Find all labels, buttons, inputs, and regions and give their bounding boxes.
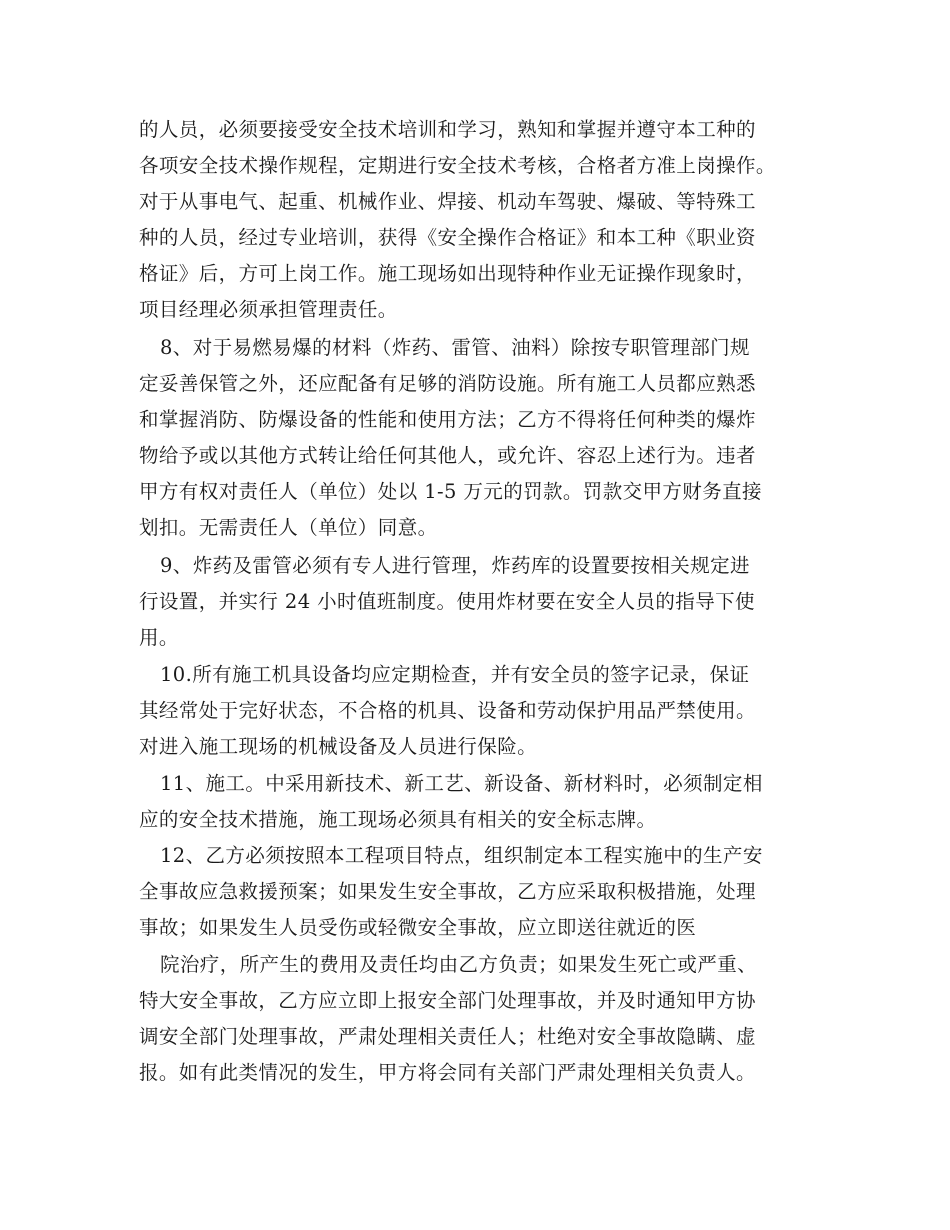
text-line: 事故；如果发生人员受伤或轻微安全事故，应立即送往就近的医 — [139, 916, 697, 939]
text-line: 各项安全技术操作规程，定期进行安全技术考核，合格者方准上岗操作。 — [139, 154, 776, 177]
text-line: 对进入施工现场的机械设备及人员进行保险。 — [139, 735, 538, 758]
paragraph-first-line: 8、对于易燃易爆的材料（炸药、雷管、油料）除按专职管理部门规 — [160, 336, 750, 359]
text-line: 报。如有此类情况的发生，甲方将会同有关部门严肃处理相关负责人。 — [139, 1061, 756, 1084]
text-line: 应的安全技术措施，施工现场必须具有相关的安全标志牌。 — [139, 808, 657, 831]
text-line: 甲方有权对责任人（单位）处以 1-5 万元的罚款。罚款交甲方财务直接 — [139, 480, 762, 503]
text-line: 定妥善保管之外，还应配备有足够的消防设施。所有施工人员都应熟悉 — [139, 372, 756, 395]
text-line: 调安全部门处理事故，严肃处理相关责任人；杜绝对安全事故隐瞒、虚 — [139, 1025, 756, 1048]
text-line: 种的人员，经过专业培训，获得《安全操作合格证》和本工种《职业资 — [139, 226, 756, 249]
text-line: 行设置，并实行 24 小时值班制度。使用炸材要在安全人员的指导下使 — [139, 590, 755, 613]
text-line: 特大安全事故，乙方应立即上报安全部门处理事故，并及时通知甲方协 — [139, 989, 756, 1012]
paragraph-first-line: 12、乙方必须按照本工程项目特点，组织制定本工程实施中的生产安 — [160, 844, 763, 867]
text-line: 项目经理必须承担管理责任。 — [139, 298, 398, 321]
text-line: 划扣。无需责任人（单位）同意。 — [139, 516, 438, 539]
text-line: 的人员，必须要接受安全技术培训和学习，熟知和掌握并遵守本工种的 — [139, 118, 756, 141]
text-line: 对于从事电气、起重、机械作业、焊接、机动车驾驶、爆破、等特殊工 — [139, 190, 756, 213]
paragraph-first-line: 10.所有施工机具设备均应定期检查，并有安全员的签字记录，保证 — [160, 663, 750, 686]
text-line: 物给予或以其他方式转让给任何其他人，或允许、容忍上述行为。违者 — [139, 444, 756, 467]
paragraph-first-line: 9、炸药及雷管必须有专人进行管理，炸药库的设置要按相关规定进 — [160, 554, 750, 577]
text-line: 和掌握消防、防爆设备的性能和使用方法；乙方不得将任何种类的爆炸 — [139, 408, 756, 431]
text-line: 格证》后，方可上岗工作。施工现场如出现特种作业无证操作现象时， — [139, 262, 756, 285]
text-line: 用。 — [139, 626, 179, 649]
paragraph-first-line: 院治疗，所产生的费用及责任均由乙方负责；如果发生死亡或严重、 — [160, 953, 758, 976]
text-line: 其经常处于完好状态，不合格的机具、设备和劳动保护用品严禁使用。 — [139, 699, 756, 722]
paragraph-first-line: 11、施工。中采用新技术、新工艺、新设备、新材料时，必须制定相 — [160, 772, 763, 795]
text-line: 全事故应急救援预案；如果发生安全事故，乙方应采取积极措施，处理 — [139, 880, 756, 903]
